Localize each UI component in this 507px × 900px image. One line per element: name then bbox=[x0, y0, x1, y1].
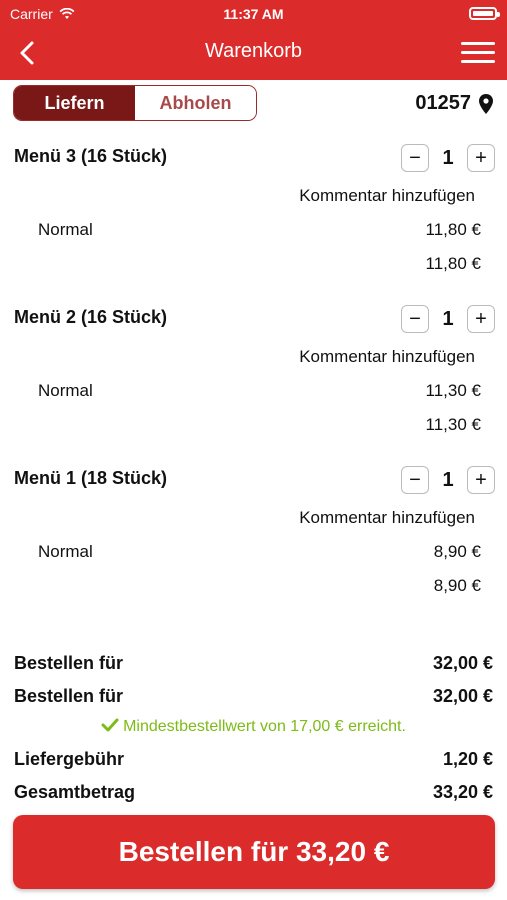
increase-button[interactable] bbox=[467, 305, 495, 333]
summary-value: 32,00 € bbox=[432, 653, 493, 673]
add-comment-link[interactable]: Kommentar hinzufügen bbox=[299, 347, 475, 366]
minus-icon: − bbox=[409, 307, 421, 330]
minus-icon: − bbox=[409, 146, 421, 169]
increase-button[interactable] bbox=[467, 466, 495, 494]
item-name: Menü 3 (16 Stück) bbox=[14, 146, 168, 166]
min-order-message bbox=[0, 718, 507, 736]
item-quantity: 1 bbox=[442, 307, 454, 330]
summary-order-row bbox=[14, 686, 493, 707]
item-line-total: 8,90 € bbox=[433, 576, 481, 595]
item-name: Menü 1 (18 Stück) bbox=[14, 468, 168, 488]
quantity-stepper bbox=[401, 466, 495, 494]
status-bar bbox=[0, 0, 507, 28]
minus-icon: − bbox=[409, 468, 421, 491]
cart-item bbox=[0, 146, 507, 306]
plus-icon: + bbox=[475, 307, 487, 330]
cart-item bbox=[0, 468, 507, 628]
min-order-text: Mindestbestellwert von 17,00 € erreicht. bbox=[123, 718, 406, 735]
summary-subtotal-row bbox=[14, 653, 493, 674]
add-comment-link[interactable]: Kommentar hinzufügen bbox=[299, 186, 475, 205]
delivery-fee-row bbox=[14, 749, 493, 770]
tab-pickup[interactable]: Abholen bbox=[135, 86, 256, 120]
carrier-label: Carrier bbox=[10, 6, 53, 22]
summary-label: Bestellen für bbox=[14, 653, 124, 673]
item-quantity: 1 bbox=[442, 468, 454, 491]
decrease-button[interactable] bbox=[401, 305, 429, 333]
item-line-total: 11,80 € bbox=[425, 254, 481, 273]
item-line-total: 11,30 € bbox=[425, 415, 481, 434]
quantity-stepper bbox=[401, 144, 495, 172]
location-selector[interactable] bbox=[415, 92, 493, 115]
top-bar bbox=[0, 0, 507, 80]
item-unit-price: 11,80 € bbox=[425, 220, 481, 239]
total-row bbox=[14, 782, 493, 803]
delivery-fee-label: Liefergebühr bbox=[14, 749, 125, 769]
hamburger-line bbox=[461, 51, 495, 54]
item-quantity: 1 bbox=[442, 146, 454, 169]
hamburger-line bbox=[461, 60, 495, 63]
plus-icon: + bbox=[475, 468, 487, 491]
place-order-button[interactable]: Bestellen für 33,20 € bbox=[13, 815, 495, 889]
increase-button[interactable] bbox=[467, 144, 495, 172]
total-value: 33,20 € bbox=[432, 782, 493, 802]
total-label: Gesamtbetrag bbox=[14, 782, 136, 802]
item-unit-price: 8,90 € bbox=[433, 542, 481, 561]
plus-icon: + bbox=[475, 146, 487, 169]
add-comment-link[interactable]: Kommentar hinzufügen bbox=[299, 508, 475, 527]
delivery-mode-toggle bbox=[13, 85, 257, 121]
item-unit-price: 11,30 € bbox=[425, 381, 481, 400]
hamburger-icon bbox=[461, 42, 495, 45]
quantity-stepper bbox=[401, 305, 495, 333]
menu-button[interactable] bbox=[461, 40, 497, 66]
item-variant: Normal bbox=[38, 381, 93, 400]
decrease-button[interactable] bbox=[401, 466, 429, 494]
zip-code: 01257 bbox=[415, 92, 471, 114]
summary-value: 32,00 € bbox=[432, 686, 493, 706]
decrease-button[interactable] bbox=[401, 144, 429, 172]
tab-deliver[interactable]: Liefern bbox=[14, 86, 135, 120]
battery-icon bbox=[469, 7, 497, 20]
item-variant: Normal bbox=[38, 542, 93, 561]
location-pin-icon bbox=[479, 94, 493, 114]
delivery-fee-value: 1,20 € bbox=[442, 749, 493, 769]
status-time: 11:37 AM bbox=[223, 6, 284, 22]
cart-item bbox=[0, 307, 507, 467]
page-title: Warenkorb bbox=[204, 40, 303, 62]
checkmark-icon bbox=[101, 718, 119, 732]
item-variant: Normal bbox=[38, 220, 93, 239]
summary-label: Bestellen für bbox=[14, 686, 124, 706]
item-name: Menü 2 (16 Stück) bbox=[14, 307, 168, 327]
